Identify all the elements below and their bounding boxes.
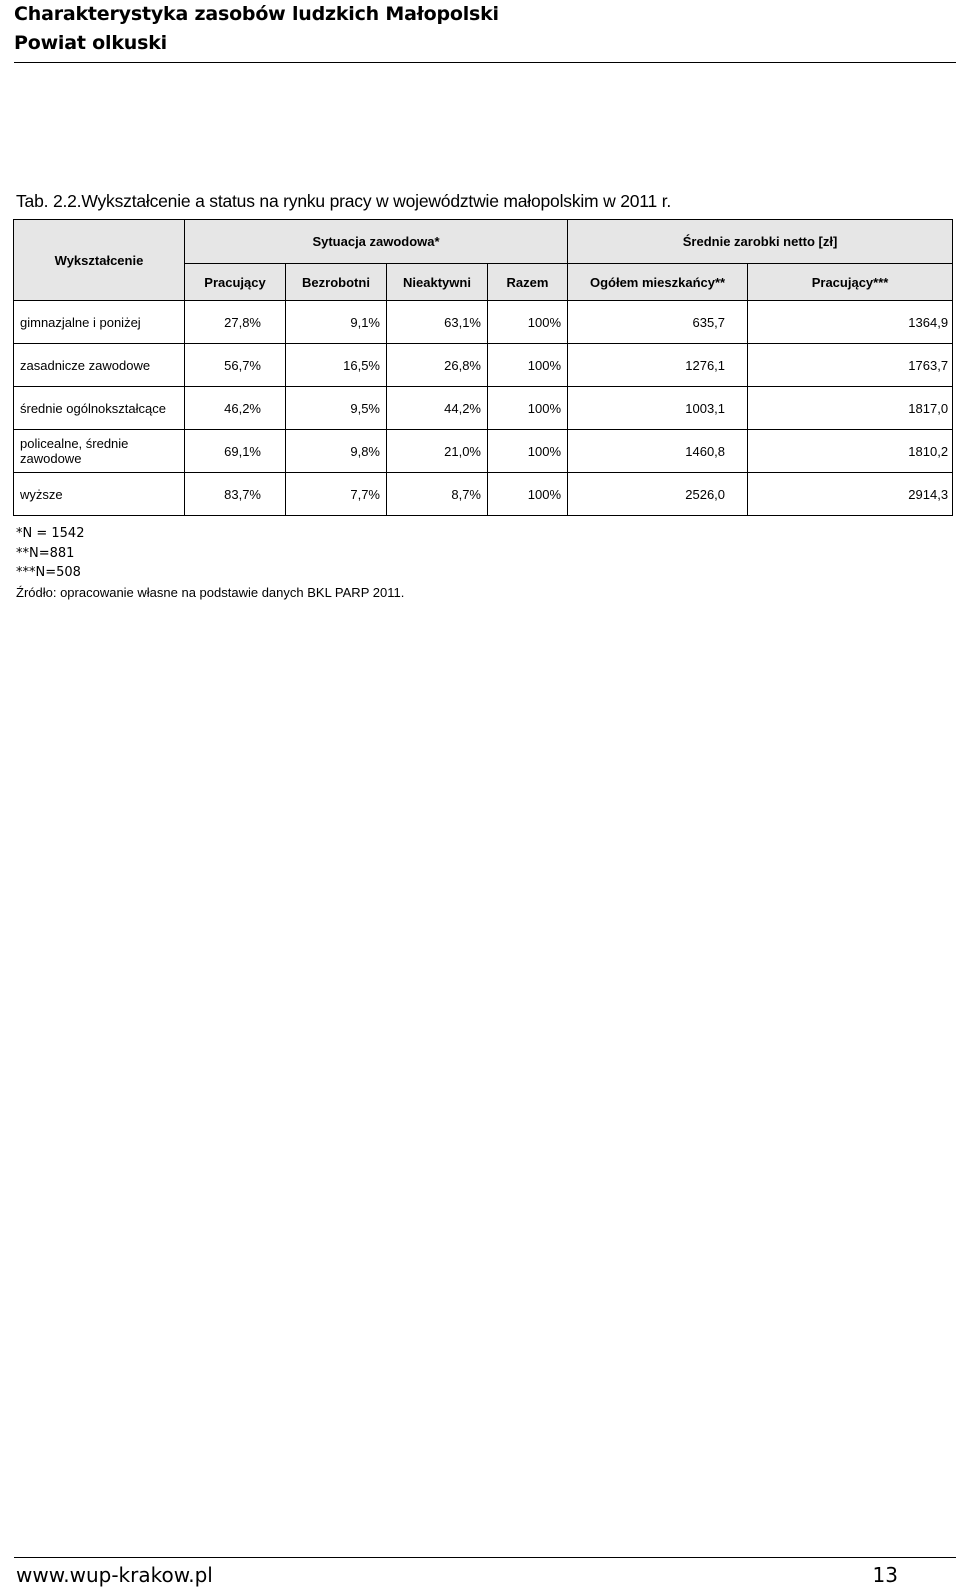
table-notes [16,524,404,602]
table-cell: 2526,0 [568,473,748,516]
table-cell: 9,1% [286,301,387,344]
table-cell: 8,7% [387,473,488,516]
table-cell: 21,0% [387,430,488,473]
table-cell: 1810,2 [748,430,953,473]
footer-website: www.wup-krakow.pl [16,1563,213,1587]
source-note: Źródło: opracowanie własne na podstawie danych BKL PARP 2011. [16,584,405,600]
table-cell: 9,5% [286,387,387,430]
table-row [14,473,953,516]
column-group-situation: Sytuacja zawodowa* [185,220,568,264]
table-cell: 83,7% [185,473,286,516]
footer-divider [14,1557,956,1558]
table-cell: 56,7% [185,344,286,387]
table-caption: Tab. 2.2.Wykształcenie a status na rynku pracy w województwie małopolskim w 2011 r. [16,191,672,211]
footnote: *N = 1542 [16,526,85,541]
document-subtitle: Powiat olkuski [14,32,167,54]
column-header: Nieaktywni [387,264,488,301]
column-header: Pracujący [185,264,286,301]
page-number: 13 [872,1563,898,1587]
education-status-table [13,219,953,516]
table-row [14,301,953,344]
table-cell: 7,7% [286,473,387,516]
table-cell: 100% [488,387,568,430]
table-cell: 2914,3 [748,473,953,516]
table-cell: 1763,7 [748,344,953,387]
table-header-row [14,220,953,264]
table-cell: 16,5% [286,344,387,387]
table-cell: 1003,1 [568,387,748,430]
footnote: **N=881 [16,545,75,561]
column-header: Pracujący*** [748,264,953,301]
header-divider [14,62,956,63]
table-cell: 100% [488,430,568,473]
table-cell: 100% [488,473,568,516]
row-label: policealne, średnie zawodowe [14,430,185,473]
footnote: ***N=508 [16,565,81,580]
table-cell: 1276,1 [568,344,748,387]
table-row [14,344,953,387]
row-label: średnie ogólnokształcące [14,387,185,430]
row-label: zasadnicze zawodowe [14,344,185,387]
table-cell: 100% [488,344,568,387]
column-header-education: Wykształcenie [14,220,185,301]
page-header [14,0,954,58]
table-cell: 27,8% [185,301,286,344]
table-cell: 100% [488,301,568,344]
table-cell: 46,2% [185,387,286,430]
table-cell: 26,8% [387,344,488,387]
row-label: wyższe [14,473,185,516]
table-cell: 1364,9 [748,301,953,344]
document-title: Charakterystyka zasobów ludzkich Małopolski [14,3,499,25]
table-cell: 635,7 [568,301,748,344]
table-cell: 44,2% [387,387,488,430]
table-cell: 63,1% [387,301,488,344]
table-row [14,387,953,430]
column-group-earnings: Średnie zarobki netto [zł] [568,220,953,264]
column-header: Ogółem mieszkańcy** [568,264,748,301]
table-cell: 69,1% [185,430,286,473]
table-row [14,430,953,473]
table-cell: 9,8% [286,430,387,473]
table-cell: 1460,8 [568,430,748,473]
row-label: gimnazjalne i poniżej [14,301,185,344]
column-header: Bezrobotni [286,264,387,301]
column-header: Razem [488,264,568,301]
table-cell: 1817,0 [748,387,953,430]
